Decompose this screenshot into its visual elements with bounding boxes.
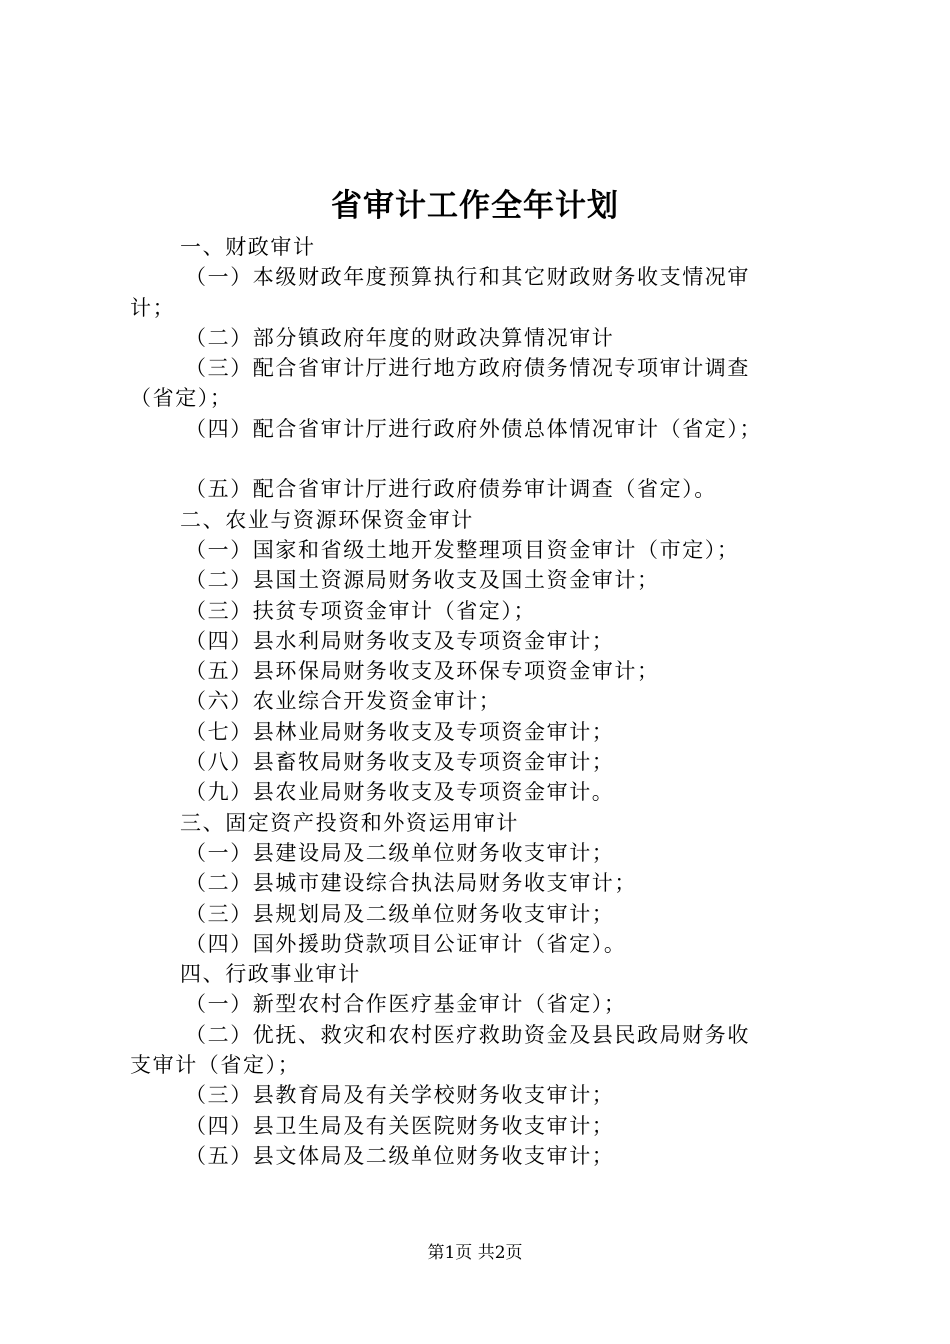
body-line: （一）新型农村合作医疗基金审计（省定）； (185, 992, 627, 1017)
body-line: （三）配合省审计厅进行地方政府债务情况专项审计调查 (185, 356, 750, 381)
body-line-continuation: （省定）； (130, 386, 233, 411)
section-heading: 三、固定资产投资和外资运用审计 (180, 810, 519, 835)
body-line: （一）本级财政年度预算执行和其它财政财务收支情况审 (185, 265, 750, 290)
body-line: （二）县国土资源局财务收支及国土资金审计； (185, 568, 660, 593)
document-title: 省审计工作全年计划 (331, 188, 619, 224)
section-heading: 四、行政事业审计 (180, 962, 361, 987)
section-heading: 二、农业与资源环保资金审计 (180, 507, 474, 532)
body-line: （一）国家和省级土地开发整理项目资金审计（市定）； (185, 537, 740, 562)
body-line: （五）配合省审计厅进行政府债券审计调查（省定）。 (185, 477, 717, 502)
body-line-continuation: 支审计（省定）； (130, 1053, 301, 1078)
body-line: （四）县水利局财务收支及专项资金审计； (185, 628, 615, 653)
body-line: （一）县建设局及二级单位财务收支审计； (185, 840, 615, 865)
body-line: （三）扶贫专项资金审计（省定）； (185, 598, 537, 623)
body-line: （三）县规划局及二级单位财务收支审计； (185, 901, 615, 926)
body-line: （四）配合省审计厅进行政府外债总体情况审计（省定）； (185, 416, 763, 441)
body-line: （二）县城市建设综合执法局财务收支审计； (185, 871, 637, 896)
blank-line (130, 444, 840, 474)
body-line: （七）县林业局财务收支及专项资金审计； (185, 719, 615, 744)
body-line: （八）县畜牧局财务收支及专项资金审计； (185, 750, 615, 775)
section-heading: 一、财政审计 (180, 235, 316, 259)
body-line-continuation: 计； (130, 295, 176, 320)
body-line: （九）县农业局财务收支及专项资金审计。 (185, 780, 615, 805)
page-number-footer: 第1页 共2页 (427, 1243, 523, 1263)
document-body (130, 232, 840, 1171)
body-line: （四）国外援助贷款项目公证审计（省定）。 (185, 931, 627, 956)
body-line: （四）县卫生局及有关医院财务收支审计； (185, 1113, 615, 1138)
body-line: （六）农业综合开发资金审计； (185, 689, 502, 714)
body-line: （二）部分镇政府年度的财政决算情况审计 (185, 325, 615, 350)
body-line: （五）县文体局及二级单位财务收支审计； (185, 1143, 615, 1168)
body-line: （二）优抚、救灾和农村医疗救助资金及县民政局财务收 (185, 1022, 750, 1047)
body-line: （三）县教育局及有关学校财务收支审计； (185, 1083, 615, 1108)
body-line: （五）县环保局财务收支及环保专项资金审计； (185, 659, 660, 684)
